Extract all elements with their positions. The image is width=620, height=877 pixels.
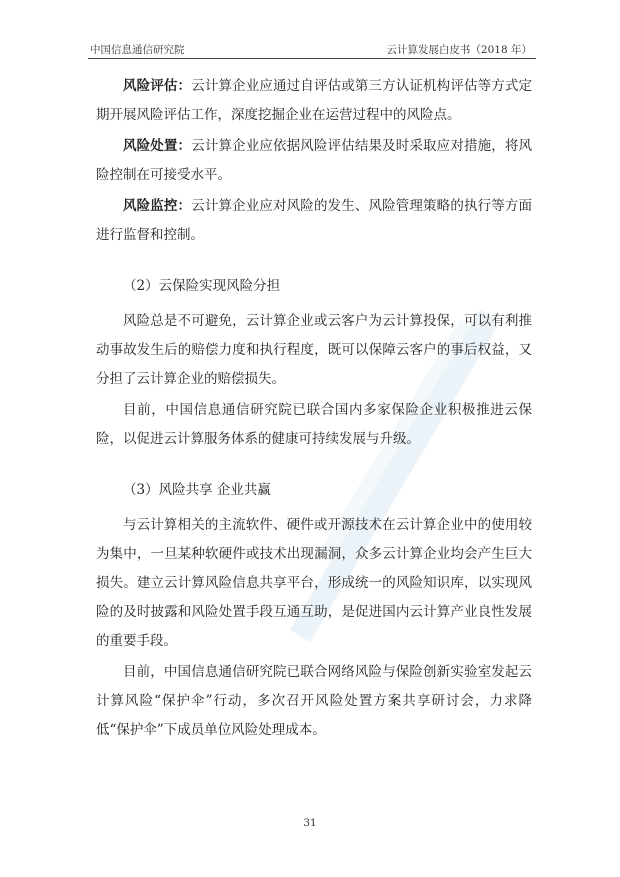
paragraph-risk-handling [96, 132, 532, 190]
section-heading-cloud-insurance: （2）云保险实现风险分担 [123, 278, 281, 294]
page-number: 31 [303, 817, 317, 829]
term-risk-monitoring: 风险监控： [123, 198, 192, 214]
page-header [88, 40, 536, 59]
risk-monitoring-text: 云计算企业应对风险的发生、风险管理策略的执行等方面进行监督和控制。 [96, 198, 533, 243]
risk-handling-text: 云计算企业应依据风险评估结果及时采取应对措施，将风险控制在可接受水平。 [96, 138, 533, 183]
section-gap [96, 252, 532, 264]
section-gap [96, 456, 532, 468]
document-body [96, 72, 532, 747]
term-risk-assessment: 风险评估： [123, 78, 192, 94]
header-org: 中国信息通信研究院 [90, 44, 185, 56]
paragraph-insurance-1: 风险总是不可避免，云计算企业或云客户为云计算投保，可以有利推动事故发生后的赔偿力度和执行程度，既可以保障云客户的事后权益，又分担了云计算企业的赔偿损失。 [96, 313, 532, 387]
paragraph-risk-sharing-2: 目前，中国信息通信研究院已联合网络风险与保险创新实验室发起云计算风险“保护伞”行动，多次召开风险处置方案共享研讨会，力求降低“保护伞”下成员单位风险处理成本。 [96, 664, 532, 738]
section-heading-risk-sharing: （3）风险共享 企业共赢 [123, 482, 271, 498]
risk-assessment-text: 云计算企业应通过自评估或第三方认证机构评估等方式定期开展风险评估工作，深度挖掘企业在运营过程中的风险点。 [96, 78, 533, 123]
paragraph-risk-assessment [96, 72, 532, 130]
header-doc-title: 云计算发展白皮书（2018 年） [386, 44, 532, 56]
paragraph-risk-sharing-1: 与云计算相关的主流软件、硬件或开源技术在云计算企业中的使用较为集中，一旦某种软硬件或技术出现漏洞，众多云计算企业均会产生巨大损失。建立云计算风险信息共享平台，形成统一的风险知识库，以实现风险的及时披露和风险处置手段互通互助，是促进国内云计算产业良性发展的重要手段。 [96, 517, 532, 649]
term-risk-handling: 风险处置： [123, 138, 192, 154]
paragraph-insurance-2: 目前，中国信息通信研究院已联合国内多家保险企业积极推进云保险，以促进云计算服务体系的健康可持续发展与升级。 [96, 402, 532, 447]
paragraph-risk-monitoring [96, 192, 532, 250]
